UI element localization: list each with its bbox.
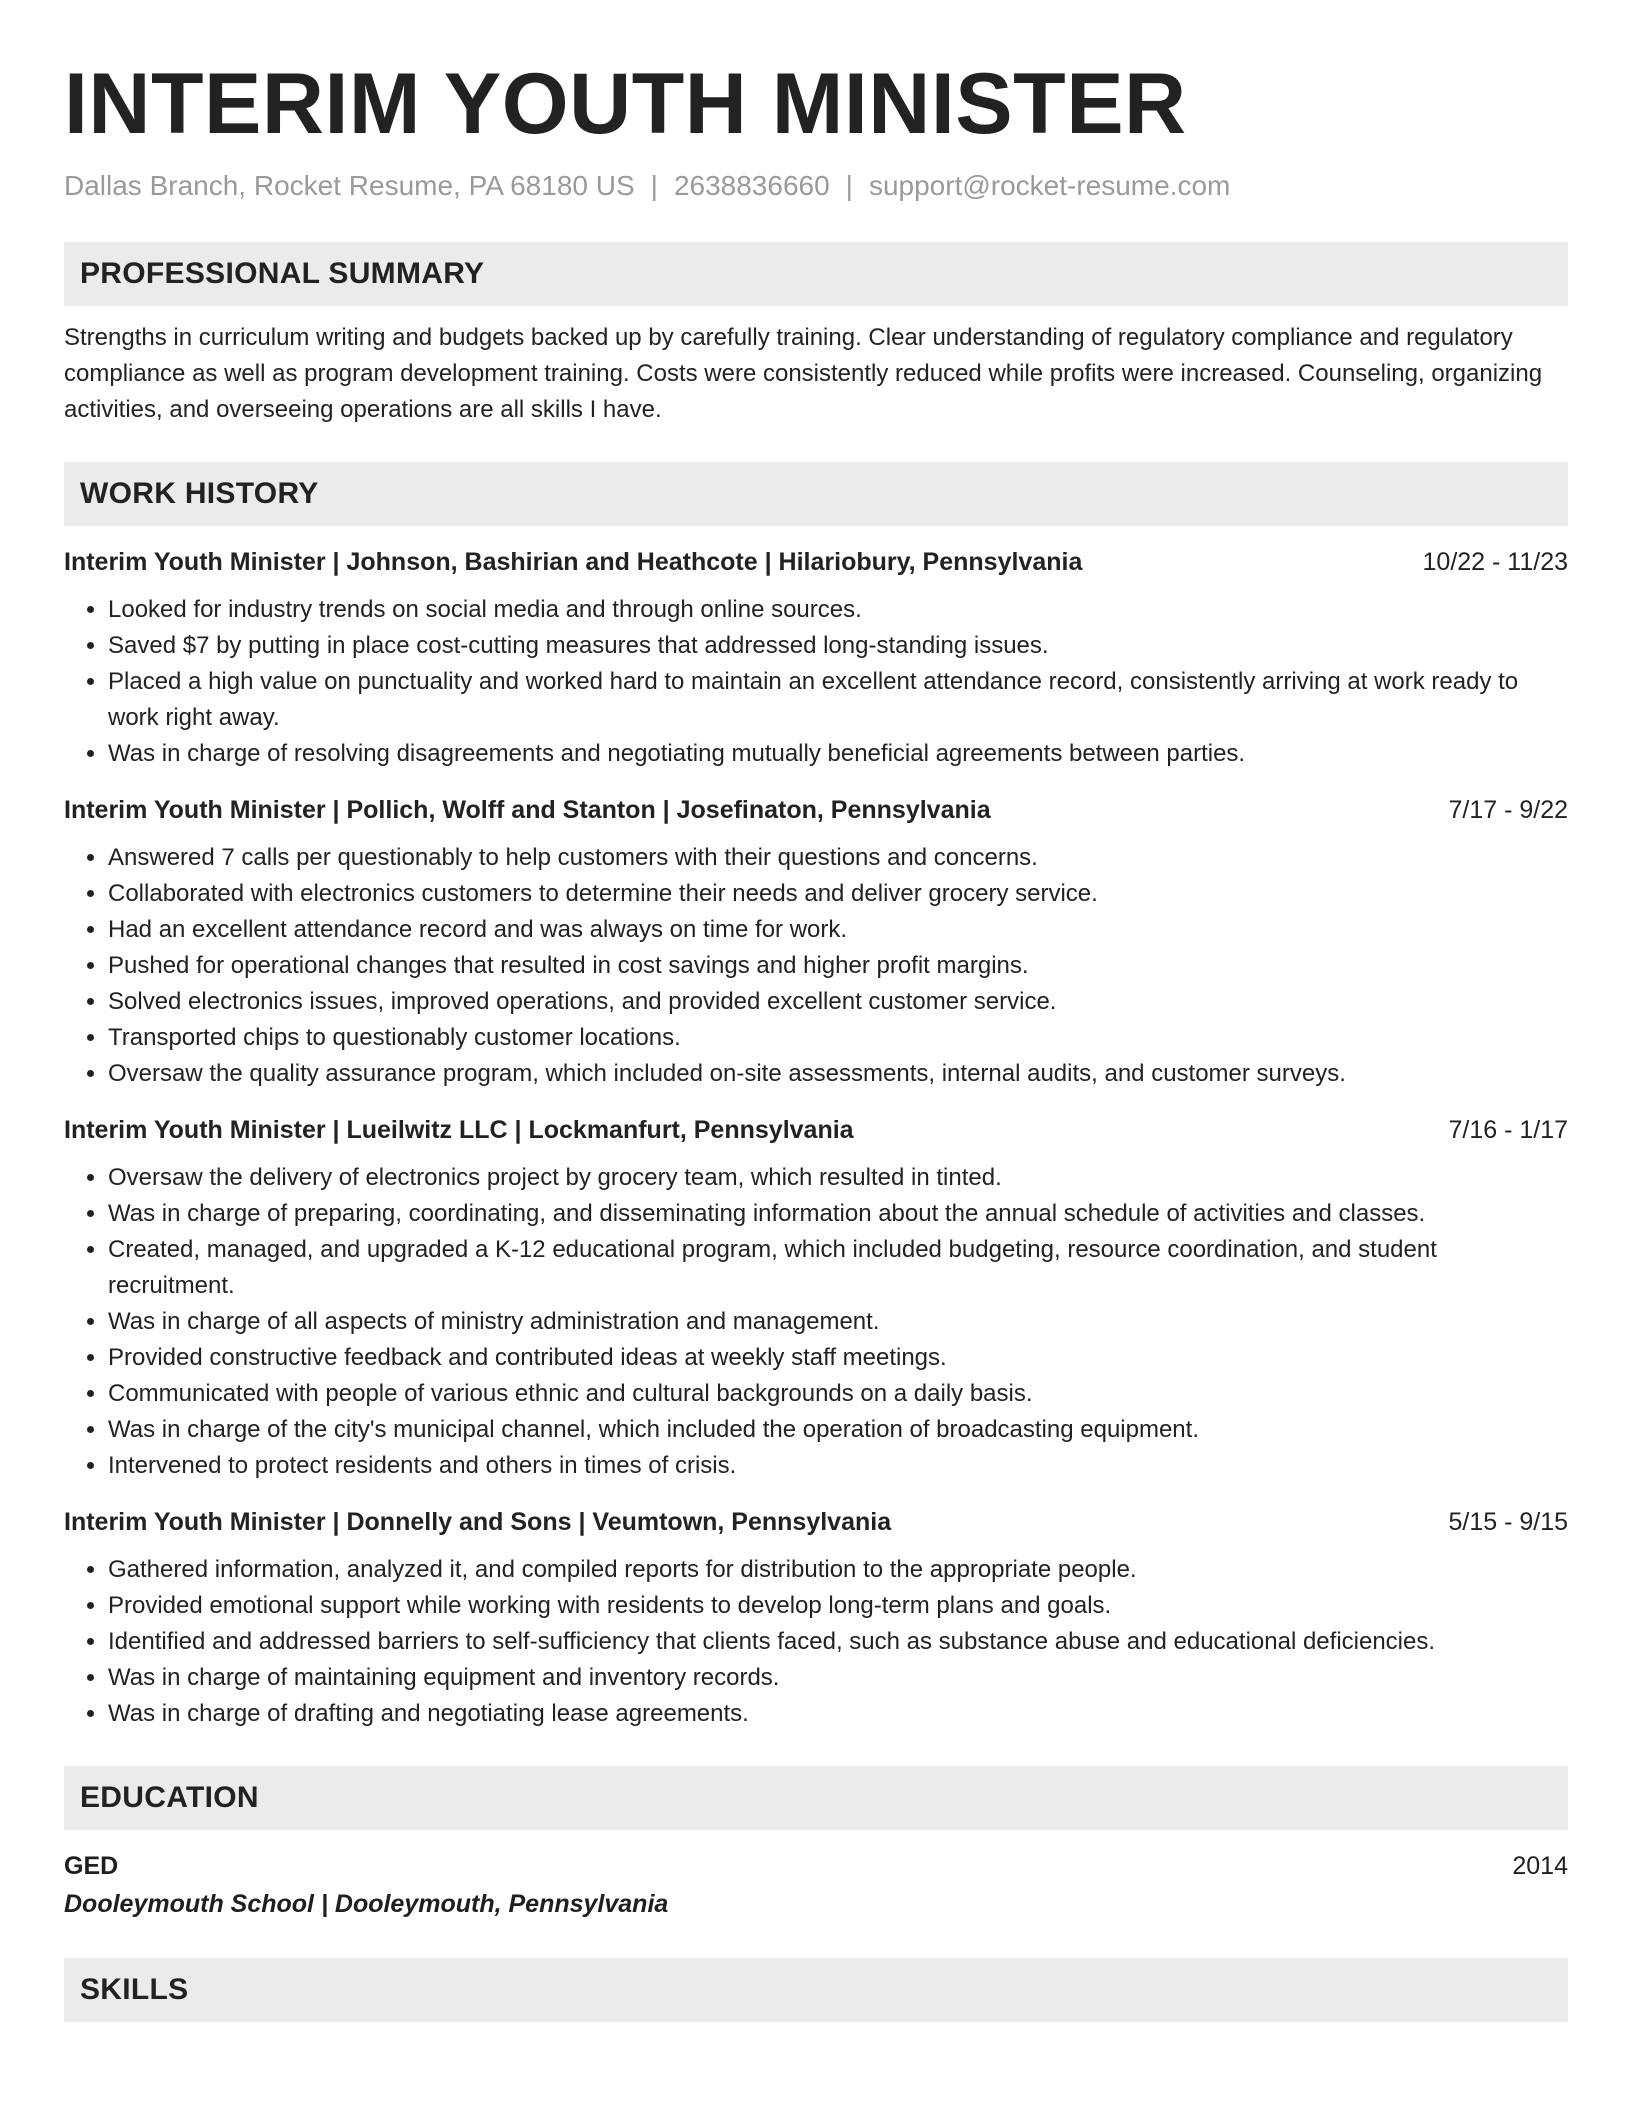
job-dates: 7/17 - 9/22 xyxy=(1448,796,1568,824)
job-bullet: • Communicated with people of various ethnic and cultural backgrounds on a daily basis. xyxy=(108,1376,1568,1412)
job-bullet: • Transported chips to questionably customer locations. xyxy=(108,1020,1568,1056)
job-bullet: • Saved $7 by putting in place cost-cutting measures that addressed long-standing issues. xyxy=(108,628,1568,664)
job-dates: 5/15 - 9/15 xyxy=(1448,1508,1568,1536)
contact-separator: | xyxy=(845,170,853,201)
job-title: Interim Youth Minister | Lueilwitz LLC | Lockmanfurt, Pennsylvania xyxy=(64,1116,854,1144)
contact-address: Dallas Branch, Rocket Resume, PA 68180 US xyxy=(64,170,635,201)
education-year: 2014 xyxy=(1512,1852,1568,1880)
education-degree: GED xyxy=(64,1852,119,1880)
contact-line xyxy=(64,168,1568,204)
job-bullet: • Was in charge of maintaining equipment and inventory records. xyxy=(108,1660,1568,1696)
job-bullet-list xyxy=(64,1552,1568,1732)
section-header-skills: SKILLS xyxy=(64,1958,1568,2022)
job-bullet: • Was in charge of all aspects of ministry administration and management. xyxy=(108,1304,1568,1340)
section-header-summary: PROFESSIONAL SUMMARY xyxy=(64,242,1568,306)
education-header xyxy=(64,1848,1568,1884)
section-header-education: EDUCATION xyxy=(64,1766,1568,1830)
job-bullet-list xyxy=(64,840,1568,1092)
job-bullet: • Provided emotional support while working with residents to develop long-term plans and goals. xyxy=(108,1588,1568,1624)
job-bullet: • Was in charge of the city's municipal channel, which included the operation of broadcasting equipment. xyxy=(108,1412,1568,1448)
job-bullet: • Intervened to protect residents and others in times of crisis. xyxy=(108,1448,1568,1484)
job-bullet: • Created, managed, and upgraded a K-12 educational program, which included budgeting, resource coordination, and student recruitment. xyxy=(108,1232,1568,1304)
education-entry xyxy=(64,1848,1568,1924)
job-bullet: • Had an excellent attendance record and was always on time for work. xyxy=(108,912,1568,948)
job-title: Interim Youth Minister | Pollich, Wolff and Stanton | Josefinaton, Pennsylvania xyxy=(64,796,991,824)
job-bullet: • Identified and addressed barriers to self-sufficiency that clients faced, such as substance abuse and educational deficiencies. xyxy=(108,1624,1568,1660)
job-bullet: • Looked for industry trends on social media and through online sources. xyxy=(108,592,1568,628)
job-bullet: • Was in charge of drafting and negotiating lease agreements. xyxy=(108,1696,1568,1732)
job-header xyxy=(64,792,1568,828)
contact-phone: 2638836660 xyxy=(673,170,830,201)
job-bullet: • Pushed for operational changes that resulted in cost savings and higher profit margins. xyxy=(108,948,1568,984)
job-bullet: • Answered 7 calls per questionably to help customers with their questions and concerns. xyxy=(108,840,1568,876)
job-bullet-list xyxy=(64,1160,1568,1484)
education-school: Dooleymouth School | Dooleymouth, Pennsylvania xyxy=(64,1890,669,1918)
job-dates: 10/22 - 11/23 xyxy=(1422,548,1568,576)
job-bullet: • Oversaw the quality assurance program, which included on-site assessments, internal audits, and customer surveys. xyxy=(108,1056,1568,1092)
job-header xyxy=(64,544,1568,580)
job-header xyxy=(64,1504,1568,1540)
job-bullet: • Collaborated with electronics customers to determine their needs and deliver grocery service. xyxy=(108,876,1568,912)
job-bullet-list xyxy=(64,592,1568,772)
contact-separator: | xyxy=(650,170,658,201)
job-bullet: • Oversaw the delivery of electronics project by grocery team, which resulted in tinted. xyxy=(108,1160,1568,1196)
job-header xyxy=(64,1112,1568,1148)
job-bullet: • Gathered information, analyzed it, and compiled reports for distribution to the appropriate people. xyxy=(108,1552,1568,1588)
contact-email: support@rocket-resume.com xyxy=(868,170,1231,201)
job-bullet: • Solved electronics issues, improved operations, and provided excellent customer service. xyxy=(108,984,1568,1020)
job-bullet: • Was in charge of resolving disagreements and negotiating mutually beneficial agreements between parties. xyxy=(108,736,1568,772)
job-bullet: • Was in charge of preparing, coordinating, and disseminating information about the annual schedule of activities and classes. xyxy=(108,1196,1568,1232)
work-history-list xyxy=(64,544,1568,1732)
job-dates: 7/16 - 1/17 xyxy=(1448,1116,1568,1144)
job-entry xyxy=(64,1504,1568,1732)
resume-name: INTERIM YOUTH MINISTER xyxy=(64,56,1187,152)
job-bullet: • Placed a high value on punctuality and worked hard to maintain an excellent attendance record, consistently arriving at work ready to work right away. xyxy=(108,664,1568,736)
job-entry xyxy=(64,792,1568,1092)
job-title: Interim Youth Minister | Donnelly and Sons | Veumtown, Pennsylvania xyxy=(64,1508,892,1536)
job-title: Interim Youth Minister | Johnson, Bashirian and Heathcote | Hilariobury, Pennsylvania xyxy=(64,548,1083,576)
job-entry xyxy=(64,544,1568,772)
section-header-work-history: WORK HISTORY xyxy=(64,462,1568,526)
job-bullet: • Provided constructive feedback and contributed ideas at weekly staff meetings. xyxy=(108,1340,1568,1376)
job-entry xyxy=(64,1112,1568,1484)
summary-text: Strengths in curriculum writing and budgets backed up by carefully training. Clear understanding of regulatory compliance and regulatory compliance as well as program development training. Costs were consistently reduced while profits were increased. Counseling, organizing activities, and overseeing operations are all skills I have. xyxy=(64,324,1543,423)
